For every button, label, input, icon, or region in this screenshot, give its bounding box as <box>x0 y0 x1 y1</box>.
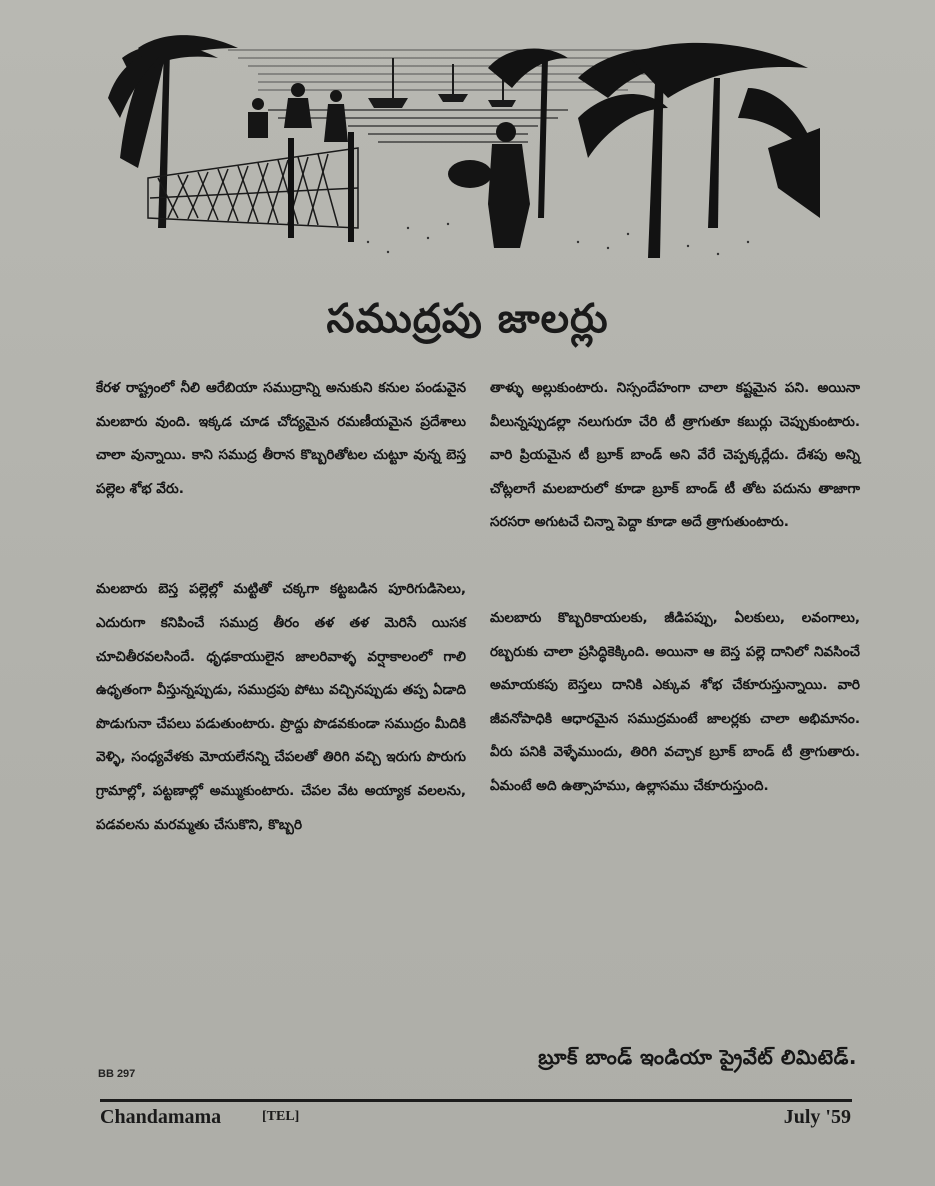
language-tag: [TEL] <box>262 1109 300 1124</box>
left-paragraph-1: కేరళ రాష్ట్రంలో నీలి ఆరేబియా సముద్రాన్ని అనుకుని కనుల పండువైన మలబారు వుంది. ఇక్కడ చూడ చోద్యమైన రమణీయమైన ప్రదేశాలు చాలా వున్నాయి. కాని సముద్ర తీరాన కొబ్బరితోటల చుట్టూ వున్న బెస్త పల్లెల శోభ వేరు. <box>96 380 466 497</box>
magazine-name: Chandamama <box>100 1106 222 1128</box>
ad-code: BB 297 <box>98 1068 136 1080</box>
advertiser-signature: బ్రూక్ బాండ్ ఇండియా ప్రైవేట్ లిమిటెడ్. <box>538 1045 857 1069</box>
article-right-column <box>490 372 860 804</box>
article-left-column <box>96 372 466 842</box>
fishing-village-illustration <box>108 28 828 266</box>
footer-divider <box>100 1099 852 1102</box>
article-title: సముద్రపు జాలర్లు <box>326 296 609 342</box>
left-paragraph-2: మలబారు బెస్త పల్లెల్లో మట్టితో చక్కగా కట్టబడిన పూరిగుడిసెలు, ఎదురుగా కనిపించే సముద్ర తీరం తళ తళ మెరిసే యిసక చూచితీరవలసిందే. ధృఢకాయులైన జాలరివాళ్ళ వర్షాకాలంలో గాలి ఉధృతంగా వీస్తున్నప్పుడు, సముద్రపు పోటు వచ్చినప్పుడు తప్ప ఏడాది పొడుగునా చేపలు పడుతుంటారు. ప్రొద్దు పొడవకుండా సముద్రం మీదికి వెళ్ళి, సంధ్యవేళకు మోయలేనన్ని చేపలతో తిరిగి వచ్చి ఇరుగు పొరుగు గ్రామాల్లో, పట్టణాల్లో అమ్ముకుంటారు. చేపల వేట అయ్యాక వలలను, పడవలను మరమ్మతు చేసుకొని, కొబ్బరి <box>96 581 466 833</box>
right-paragraph-1: తాళ్ళు అల్లుకుంటారు. నిస్సందేహంగా చాలా కష్టమైన పని. అయినా వీలున్నప్పుడల్లా నలుగురూ చేరి టీ త్రాగుతూ కబుర్లు చెప్పుకుంటారు. వారి ప్రియమైన టీ బ్రూక్ బాండ్ అని వేరే చెప్పక్కర్లేదు. దేశపు అన్ని చోట్లలాగే మలబారులో కూడా బ్రూక్ బాండ్ టీ తోట పదును తాజాగా సరసరా అగుటచే చిన్నా పెద్దా కూడా అదే త్రాగుతుంటారు. <box>490 380 860 531</box>
right-paragraph-2: మలబారు కొబ్బరికాయలకు, జీడిపప్పు, ఏలకులు, లవంగాలు, రబ్బరుకు చాలా ప్రసిద్ధికెక్కింది. అయినా ఆ బెస్త పల్లె దానిలో నివసించే అమాయకపు బెస్తలు దానికి ఎక్కువ శోభ చేకూరుస్తున్నాయి. వారి జీవనోపాధికి ఆధారమైన సముద్రమంటే జాలర్లకు చాలా అభిమానం. వీరు పనికి వెళ్ళేముందు, తిరిగి వచ్చాక బ్రూక్ బాండ్ టీ త్రాగుతారు. ఏమంటే అది ఉత్సాహము, ఉల్లాసము చేకూరుస్తుంది. <box>490 609 860 794</box>
issue-date: July '59 <box>783 1106 851 1128</box>
